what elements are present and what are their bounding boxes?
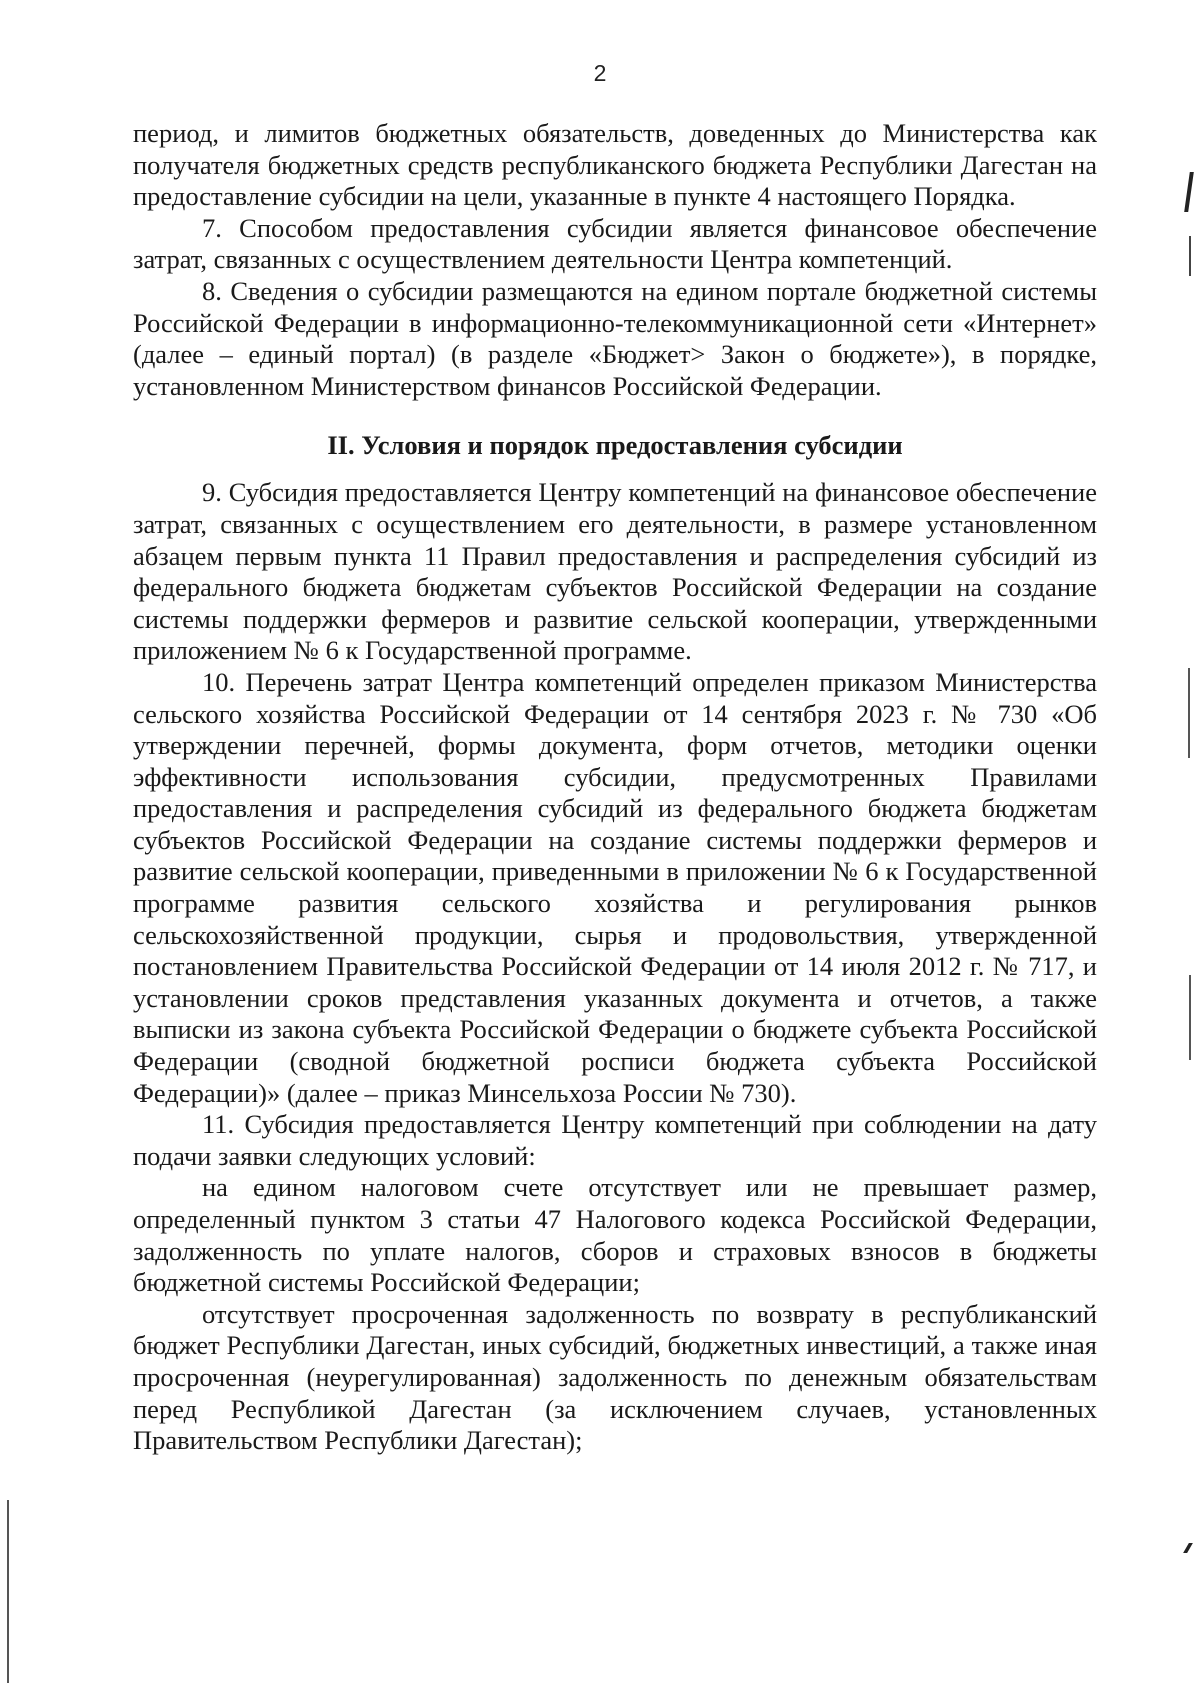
scan-mark-right-lower xyxy=(1189,975,1191,1060)
paragraph-8: 8. Сведения о субсидии размещаются на едином портале бюджетной системы Российской Федерации в информационно-телекоммуникационной сети «Интернет» (далее – единый портал) (в разделе «Бюджет> Закон о бюджете»), в порядке, установленном Министерством финансов Российской Федерации. xyxy=(133,275,1097,401)
paragraph-continuation: период, и лимитов бюджетных обязательств, доведенных до Министерства как получателя бюджетных средств республиканского бюджета Республики Дагестан на предоставление субсидии на цели, указанные в пункте 4 настоящего Порядка. xyxy=(133,118,1097,212)
scan-mark-right-line xyxy=(1189,236,1191,276)
condition-tax-debt: на едином налоговом счете отсутствует или не превышает размер, определенный пунктом 3 статьи 47 Налогового кодекса Российской Федерации, задолженность по уплате налогов, сборов и страховых взносов в бюджеты бюджетной системы Российской Федерации; xyxy=(133,1172,1097,1298)
page-number: 2 xyxy=(593,60,607,86)
scan-mark-right-bottom xyxy=(1183,1543,1193,1553)
paragraph-9: 9. Субсидия предоставляется Центру компетенций на финансовое обеспечение затрат, связанных с осуществлением его деятельности, в размере установленном абзацем первым пункта 11 Правил предоставления и распределения субсидий из федерального бюджета бюджетам субъектов Российской Федерации на создание системы поддержки фермеров и развитие сельской кооперации, утвержденными приложением № 6 к Государственной программе. xyxy=(133,477,1097,666)
document-body xyxy=(133,118,1097,1457)
section-heading: II. Условия и порядок предоставления субсидии xyxy=(327,430,903,461)
paragraph-10: 10. Перечень затрат Центра компетенций определен приказом Министерства сельского хозяйства Российской Федерации от 14 сентября 2023 г. № 730 «Об утверждении перечней, формы документа, форм отчетов, методики оценки эффективности использования субсидии, предусмотренных Правилами предоставления и распределения субсидий из федерального бюджета бюджетам субъектов Российской Федерации на создание системы поддержки фермеров и развитие сельской кооперации, приведенными в приложении № 6 к Государственной программе развития сельского хозяйства и регулирования рынков сельскохозяйственной продукции, сырья и продовольствия, утвержденной постановлением Правительства Российской Федерации от 14 июля 2012 г. № 717, и установлении сроков представления указанных документа и отчетов, а также выписки из закона субъекта Российской Федерации о бюджете субъекта Российской Федерации (сводной бюджетной росписи бюджета субъекта Российской Федерации)» (далее – приказ Минсельхоза России № 730). xyxy=(133,666,1097,1108)
scan-mark-left-bottom xyxy=(7,1500,9,1683)
paragraph-11: 11. Субсидия предоставляется Центру компетенций при соблюдении на дату подачи заявки следующих условий: xyxy=(133,1109,1097,1171)
condition-overdue-debt: отсутствует просроченная задолженность по возврату в республиканский бюджет Республики Дагестан, иных субсидий, бюджетных инвестиций, а также иная просроченная (неурегулированная) задолженность по денежным обязательствам перед Республикой Дагестан (за исключением случаев, установленных Правительством Республики Дагестан); xyxy=(133,1298,1097,1456)
paragraph-7: 7. Способом предоставления субсидии является финансовое обеспечение затрат, связанных с осуществлением деятельности Центра компетенций. xyxy=(133,212,1097,275)
scan-mark-right-mid xyxy=(1188,668,1190,758)
scan-mark-right-top xyxy=(1184,172,1194,212)
